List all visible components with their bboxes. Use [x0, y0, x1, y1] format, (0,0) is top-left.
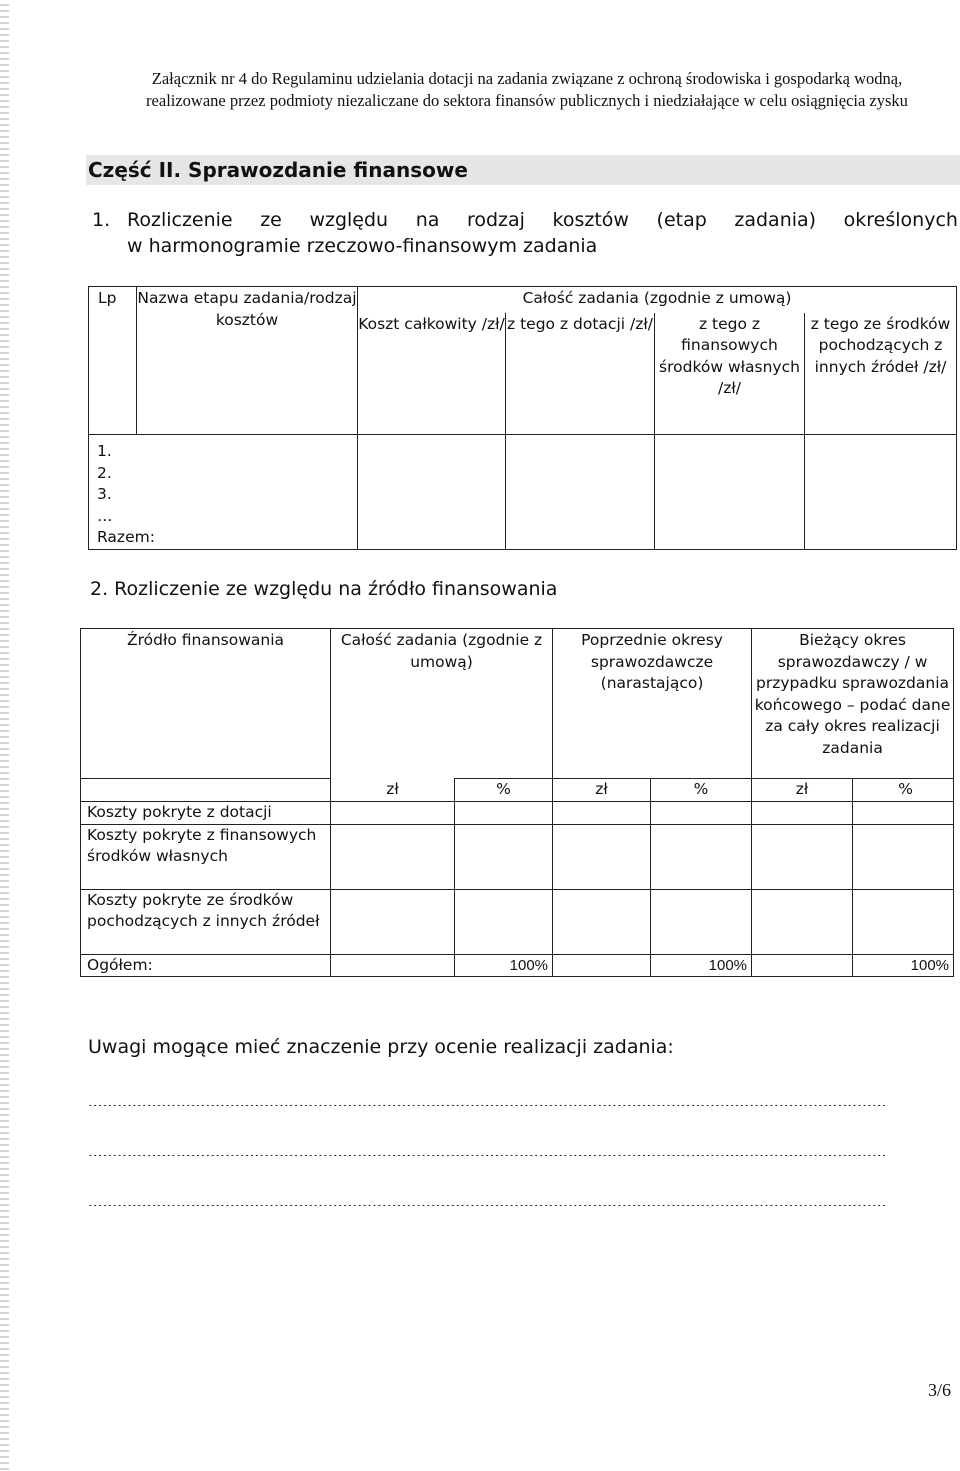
- cell[interactable]: [651, 824, 752, 889]
- cell[interactable]: [752, 824, 853, 889]
- unit-pln: zł: [752, 779, 853, 802]
- heading-word: ze: [260, 209, 282, 231]
- row-subsidy-label: Koszty pokryte z dotacji: [81, 802, 331, 825]
- cell[interactable]: [455, 824, 553, 889]
- cell[interactable]: [651, 802, 752, 825]
- total-value-previous: 100%: [651, 954, 752, 977]
- cell[interactable]: [752, 954, 853, 977]
- heading-word: względu: [309, 209, 389, 231]
- cost-type-table: [88, 286, 957, 550]
- remarks-line[interactable]: ...................................................................................................................................................................: [88, 1146, 887, 1156]
- section-1-line-2: w harmonogramie rzeczowo-finansowym zadania: [127, 235, 598, 257]
- cell[interactable]: [853, 889, 954, 954]
- col-whole-task: Całość zadania (zgodnie z umową): [331, 629, 553, 779]
- col-other-sources: z tego ze środków pochodzących z innych źródeł /zł/: [805, 313, 957, 435]
- total-value-whole: 100%: [455, 954, 553, 977]
- header-line-1: Załącznik nr 4 do Regulaminu udzielania dotacji na zadania związane z ochroną środowiska i gospodarką wodną,: [151, 69, 903, 88]
- page-number: 3/6: [928, 1380, 952, 1400]
- col-own-funds: z tego z finansowych środków własnych /zł/: [655, 313, 805, 435]
- funding-source-table: [80, 628, 954, 977]
- cell-other-sources[interactable]: [805, 435, 957, 550]
- cell[interactable]: [455, 802, 553, 825]
- heading-word: określonych: [843, 209, 958, 231]
- cell-own-funds[interactable]: [655, 435, 805, 550]
- section-2-heading: 2. Rozliczenie ze względu na źródło finansowania: [90, 578, 558, 600]
- cell[interactable]: [752, 889, 853, 954]
- cell[interactable]: [331, 954, 455, 977]
- heading-word: zadania): [734, 209, 817, 231]
- cell[interactable]: [553, 802, 651, 825]
- table-row: …: [97, 506, 113, 525]
- row-other-sources-label: Koszty pokryte ze środków pochodzących z innych źródeł: [81, 889, 331, 954]
- cell[interactable]: [455, 889, 553, 954]
- section-1-heading: [92, 207, 958, 259]
- unit-pln: zł: [331, 779, 455, 802]
- unit-percent: %: [853, 779, 954, 802]
- unit-pln: zł: [553, 779, 651, 802]
- col-total-cost: Koszt całkowity /zł/: [358, 313, 506, 435]
- units-spacer: [81, 779, 331, 802]
- total-value-current: 100%: [853, 954, 954, 977]
- cell[interactable]: [331, 824, 455, 889]
- cell[interactable]: [752, 802, 853, 825]
- total-label: Ogółem:: [81, 954, 331, 977]
- section-1-number: 1.: [92, 209, 111, 231]
- unit-percent: %: [651, 779, 752, 802]
- table-row: Razem:: [97, 528, 155, 546]
- header-line-2: realizowane przez podmioty niezaliczane do sektora finansów publicznych i niedziałające w celu osiągnięcia zysku: [146, 91, 908, 110]
- cell[interactable]: [651, 889, 752, 954]
- section-1-line-1: [96, 207, 958, 233]
- cell[interactable]: [553, 889, 651, 954]
- cell[interactable]: [553, 824, 651, 889]
- row-own-funds-label: Koszty pokryte z finansowych środków własnych: [81, 824, 331, 889]
- col-stage-name: Nazwa etapu zadania/rodzaj kosztów: [137, 287, 358, 435]
- part-title: Część II. Sprawozdanie finansowe: [86, 155, 960, 185]
- col-current-period: Bieżący okres sprawozdawczy / w przypadku sprawozdania końcowego – podać dane za cały okres realizacji zadania: [752, 629, 954, 779]
- cell[interactable]: [853, 802, 954, 825]
- table-row: 3.: [97, 485, 112, 503]
- cell-subsidy[interactable]: [506, 435, 655, 550]
- heading-word: rodzaj: [466, 209, 525, 231]
- heading-word: na: [415, 209, 440, 231]
- scan-edge: [0, 0, 9, 1471]
- col-source: Źródło finansowania: [81, 629, 331, 779]
- remarks-title: Uwagi mogące mieć znaczenie przy ocenie realizacji zadania:: [88, 1036, 674, 1058]
- remarks-line[interactable]: ...................................................................................................................................................................: [88, 1096, 887, 1106]
- heading-word: (etap: [656, 209, 707, 231]
- col-previous-periods: Poprzednie okresy sprawozdawcze (narastająco): [553, 629, 752, 779]
- col-subsidy: z tego z dotacji /zł/: [506, 313, 655, 435]
- heading-word: kosztów: [552, 209, 629, 231]
- unit-percent: %: [455, 779, 553, 802]
- cell-total-cost[interactable]: [358, 435, 506, 550]
- heading-word: Rozliczenie: [127, 209, 233, 231]
- cell[interactable]: [553, 954, 651, 977]
- table-row: 1.: [97, 442, 112, 460]
- group-header: Całość zadania (zgodnie z umową): [358, 287, 957, 313]
- remarks-line[interactable]: ...................................................................................................................................................................: [88, 1196, 887, 1206]
- cell[interactable]: [331, 889, 455, 954]
- document-header: [96, 68, 958, 112]
- row-labels: [89, 435, 358, 550]
- table-row: 2.: [97, 463, 112, 482]
- cell[interactable]: [853, 824, 954, 889]
- col-lp: Lp: [89, 287, 137, 435]
- cell[interactable]: [331, 802, 455, 825]
